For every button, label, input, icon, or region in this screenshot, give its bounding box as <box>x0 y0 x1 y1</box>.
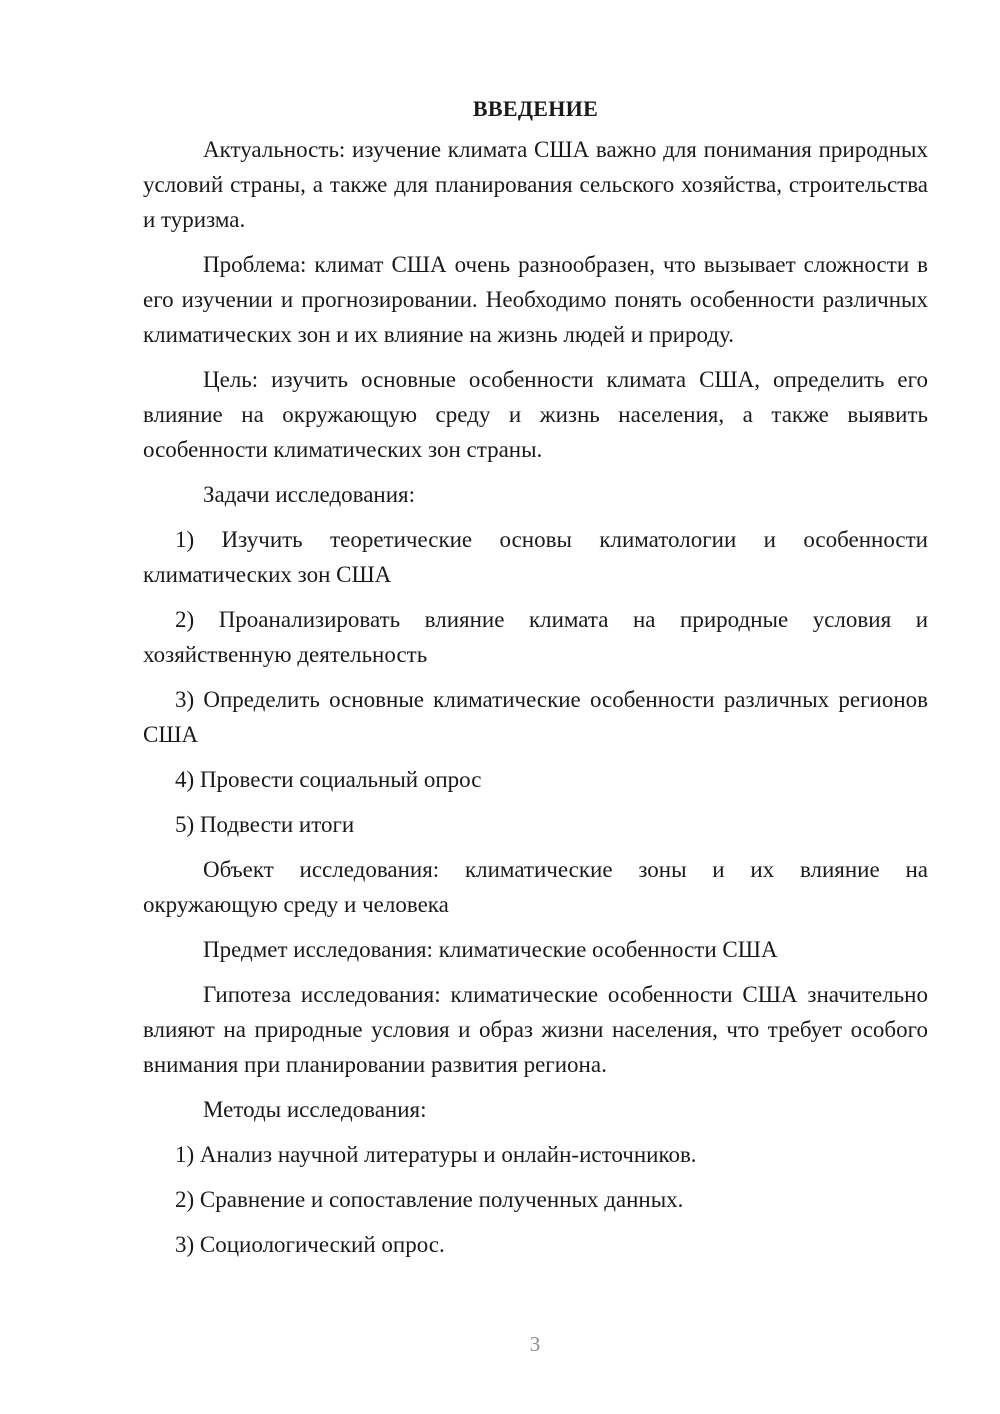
task-item-1: 1) Изучить теоретические основы климатологии и особенности климатических зон США <box>143 527 928 587</box>
method-item-2: 2) Сравнение и сопоставление полученных данных. <box>175 1187 684 1212</box>
method-item-1: 1) Анализ научной литературы и онлайн-источников. <box>175 1142 697 1167</box>
spacer <box>143 237 928 247</box>
spacer <box>143 1082 928 1092</box>
task-item-5: 5) Подвести итоги <box>175 812 355 837</box>
spacer <box>143 1217 928 1227</box>
tasks-heading: Задачи исследования: <box>203 482 416 507</box>
task-item-4: 4) Провести социальный опрос <box>175 767 482 792</box>
paragraph-object: Объект исследования: климатические зоны и их влияние на окружающую среду и человека <box>143 857 928 917</box>
spacer <box>143 672 928 682</box>
paragraph-subject: Предмет исследования: климатические особенности США <box>203 937 778 962</box>
spacer <box>143 922 928 932</box>
spacer <box>143 352 928 362</box>
task-item-2: 2) Проанализировать влияние климата на природные условия и хозяйственную деятельность <box>143 607 928 667</box>
method-item-3: 3) Социологический опрос. <box>175 1232 445 1257</box>
page-number: 3 <box>529 1332 541 1356</box>
spacer <box>143 1127 928 1137</box>
spacer <box>143 512 928 522</box>
page-body <box>143 92 928 1262</box>
paragraph-problem: Проблема: климат США очень разнообразен, что вызывает сложности в его изучении и прогнозировании. Необходимо понять особенности различных климатических зон и их влияние на жизнь людей и природу. <box>143 252 928 347</box>
spacer <box>143 467 928 477</box>
paragraph-hypothesis: Гипотеза исследования: климатические особенности США значительно влияют на природные условия и образ жизни населения, что требует особого внимания при планировании развития региона. <box>143 982 928 1077</box>
paragraph-relevance: Актуальность: изучение климата США важно для понимания природных условий страны, а также для планирования сельского хозяйства, строительства и туризма. <box>143 137 928 232</box>
methods-heading: Методы исследования: <box>203 1097 427 1122</box>
paragraph-goal: Цель: изучить основные особенности климата США, определить его влияние на окружающую среду и жизнь населения, а также выявить особенности климатических зон страны. <box>143 367 928 462</box>
spacer <box>143 752 928 762</box>
task-item-3: 3) Определить основные климатические особенности различных регионов США <box>143 687 928 747</box>
spacer <box>143 967 928 977</box>
spacer <box>143 1172 928 1182</box>
spacer <box>143 797 928 807</box>
spacer <box>143 592 928 602</box>
page-title: ВВЕДЕНИЕ <box>472 96 599 121</box>
spacer <box>143 842 928 852</box>
